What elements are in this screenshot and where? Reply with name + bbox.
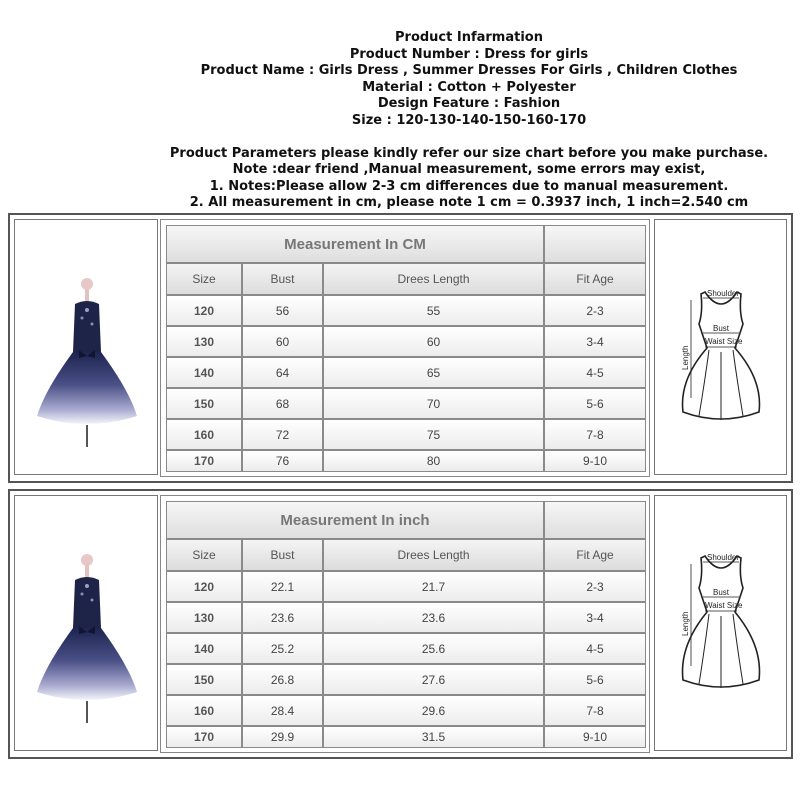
cell-bust: 23.6	[242, 602, 323, 633]
table-title: Measurement In inch	[166, 501, 544, 539]
cell-length: 55	[323, 295, 544, 326]
cell-fit-age: 5-6	[544, 664, 646, 695]
cell-size: 160	[166, 419, 242, 450]
cell-fit-age: 3-4	[544, 602, 646, 633]
params-note-1: 1. Notes:Please allow 2-3 cm differences due to manual measurement.	[209, 178, 729, 194]
cell-fit-age: 7-8	[544, 419, 646, 450]
cell-fit-age: 2-3	[544, 571, 646, 602]
size-chart-inch-panel	[8, 489, 793, 759]
cell-length: 29.6	[323, 695, 544, 726]
info-product-number: Product Number : Dress for girls	[349, 46, 589, 62]
params-note-2: 2. All measurement in cm, please note 1 cm = 0.3937 inch, 1 inch=2.540 cm	[189, 195, 749, 211]
dress-illustration	[15, 220, 157, 474]
cell-length: 31.5	[323, 726, 544, 748]
cell-length: 65	[323, 357, 544, 388]
info-title: Product Infarmation	[395, 30, 543, 45]
cell-fit-age: 4-5	[544, 357, 646, 388]
dress-photo	[14, 219, 158, 475]
column-header-length: Drees Length	[323, 263, 544, 295]
cell-length: 27.6	[323, 664, 544, 695]
cell-bust: 72	[242, 419, 323, 450]
cell-bust: 25.2	[242, 633, 323, 664]
column-header-length: Drees Length	[323, 539, 544, 571]
info-size: Size : 120-130-140-150-160-170	[351, 112, 587, 128]
measurement-diagram	[654, 495, 787, 751]
cell-length: 75	[323, 419, 544, 450]
dress-photo	[14, 495, 158, 751]
cell-size: 130	[166, 602, 242, 633]
bust-label: Bust	[713, 588, 730, 597]
params-note: Note :dear friend ,Manual measurement, some errors may exist,	[232, 162, 706, 178]
cell-size: 160	[166, 695, 242, 726]
length-label: Length	[681, 611, 690, 636]
column-header-bust: Bust	[242, 539, 323, 571]
info-design-feature: Design Feature : Fashion	[377, 96, 561, 112]
cell-length: 25.6	[323, 633, 544, 664]
cell-fit-age: 9-10	[544, 726, 646, 748]
cell-fit-age: 7-8	[544, 695, 646, 726]
cell-fit-age: 5-6	[544, 388, 646, 419]
cell-fit-age: 3-4	[544, 326, 646, 357]
cell-bust: 29.9	[242, 726, 323, 748]
measurement-diagram	[654, 219, 787, 475]
size-chart-cm-panel	[8, 213, 793, 483]
size-table-cm	[160, 219, 650, 477]
product-info	[0, 30, 800, 212]
table-title-blank	[544, 501, 646, 539]
dress-illustration	[15, 496, 157, 750]
cell-bust: 76	[242, 450, 323, 472]
cell-length: 23.6	[323, 602, 544, 633]
params-heading: Product Parameters please kindly refer our size chart before you make purchase.	[169, 145, 769, 161]
cell-bust: 60	[242, 326, 323, 357]
shoulder-label: Shoulder	[707, 289, 740, 298]
shoulder-label: Shoulder	[707, 553, 740, 562]
cell-bust: 26.8	[242, 664, 323, 695]
column-header-size: Size	[166, 263, 242, 295]
cell-size: 150	[166, 388, 242, 419]
cell-bust: 22.1	[242, 571, 323, 602]
column-header-bust: Bust	[242, 263, 323, 295]
cell-bust: 68	[242, 388, 323, 419]
column-header-fit-age: Fit Age	[544, 263, 646, 295]
size-table-inch	[160, 495, 650, 753]
cell-fit-age: 9-10	[544, 450, 646, 472]
cell-bust: 64	[242, 357, 323, 388]
column-header-size: Size	[166, 539, 242, 571]
cell-fit-age: 4-5	[544, 633, 646, 664]
cell-fit-age: 2-3	[544, 295, 646, 326]
cell-length: 80	[323, 450, 544, 472]
info-material: Material : Cotton + Polyester	[362, 79, 576, 95]
column-header-fit-age: Fit Age	[544, 539, 646, 571]
cell-length: 21.7	[323, 571, 544, 602]
cell-bust: 28.4	[242, 695, 323, 726]
cell-size: 130	[166, 326, 242, 357]
waist-size-label: Waist Size	[705, 601, 743, 610]
length-label: Length	[681, 345, 690, 370]
cell-size: 150	[166, 664, 242, 695]
info-product-name: Product Name : Girls Dress , Summer Dresses For Girls , Children Clothes	[200, 63, 738, 79]
cell-length: 70	[323, 388, 544, 419]
cell-size: 140	[166, 633, 242, 664]
cell-size: 170	[166, 726, 242, 748]
cell-bust: 56	[242, 295, 323, 326]
cell-size: 120	[166, 571, 242, 602]
cell-size: 120	[166, 295, 242, 326]
cell-size: 140	[166, 357, 242, 388]
waist-size-label: Waist Size	[705, 337, 743, 346]
cell-size: 170	[166, 450, 242, 472]
table-title: Measurement In CM	[166, 225, 544, 263]
table-title-blank	[544, 225, 646, 263]
cell-length: 60	[323, 326, 544, 357]
bust-label: Bust	[713, 324, 730, 333]
